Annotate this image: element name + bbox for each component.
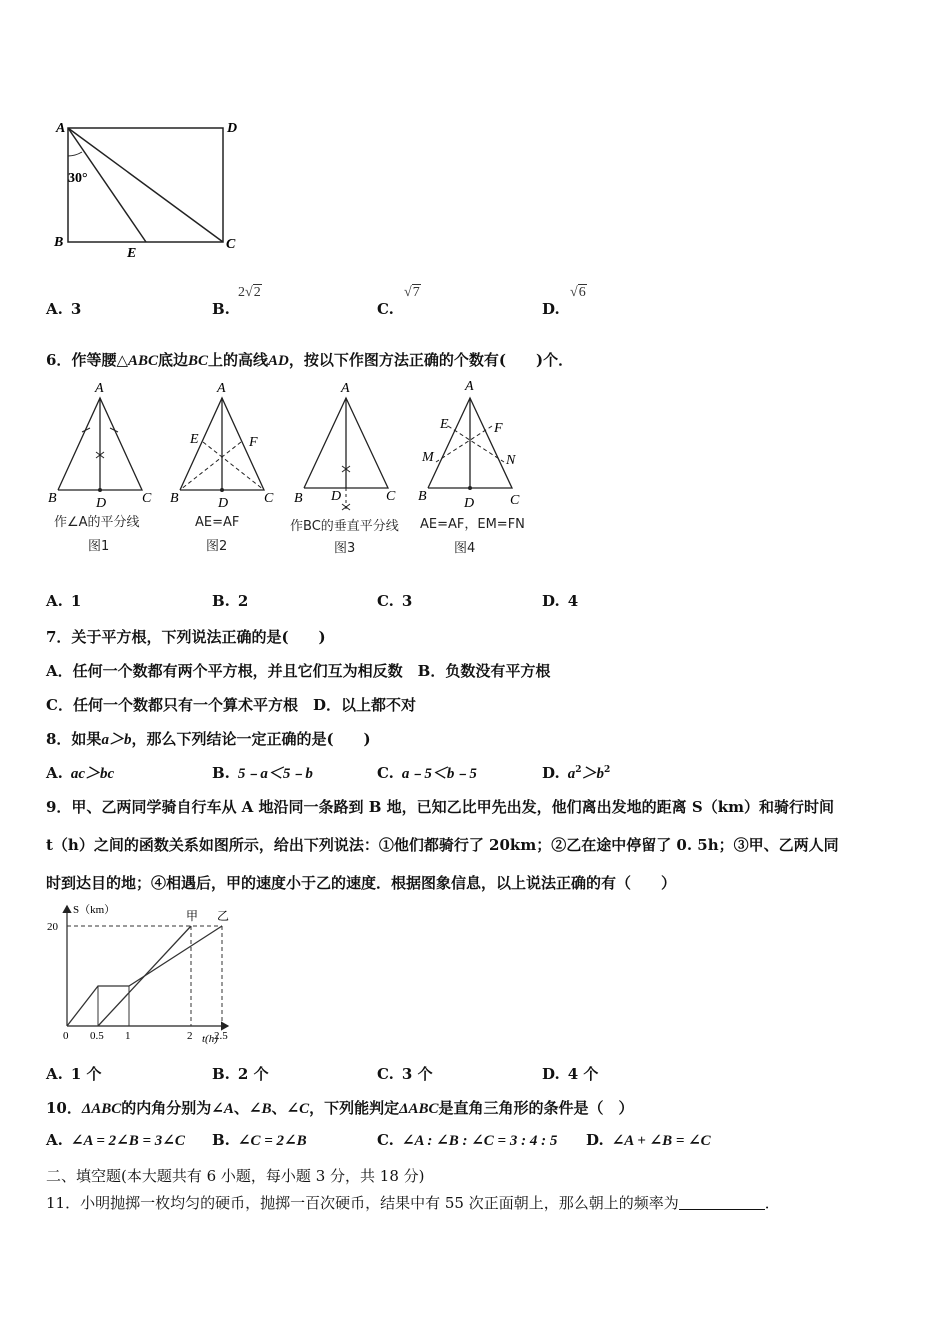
figure-4 bbox=[418, 379, 525, 556]
q9-option-d[interactable] bbox=[542, 1063, 598, 1084]
option-value: 3 个 bbox=[401, 1065, 433, 1083]
radicand: 6 bbox=[578, 285, 586, 300]
fig1-label-d: D bbox=[96, 496, 107, 511]
fig2-title: 图2 bbox=[206, 539, 228, 554]
q5-option-c[interactable] bbox=[377, 300, 394, 318]
q9-distance-time-chart bbox=[40, 898, 240, 1050]
fig2-label-b: B bbox=[170, 491, 179, 506]
fig4-label-f: F bbox=[494, 421, 503, 436]
option-value: 3 bbox=[401, 592, 413, 610]
series-label: 甲 bbox=[186, 909, 199, 923]
q6-ad: AD bbox=[268, 353, 289, 369]
q8-option-b[interactable] bbox=[212, 762, 313, 783]
y-axis-label: S（km） bbox=[73, 904, 116, 916]
q7-stem: 7．关于平方根，下列说法正确的是( ) bbox=[46, 628, 326, 646]
option-letter: A. bbox=[46, 592, 63, 610]
section-heading-fill-in: 二、填空题(本大题共有 6 小题，每小题 3 分，共 18 分) bbox=[46, 1167, 425, 1185]
option-value: 2 个 bbox=[237, 1065, 269, 1083]
x-tick-label: 0 bbox=[63, 1030, 69, 1042]
q10-text: 的内角分别为∠ bbox=[121, 1099, 224, 1117]
q6-bc: BC bbox=[188, 353, 209, 369]
option-letter: B. bbox=[212, 1065, 230, 1083]
q9-option-a[interactable] bbox=[46, 1063, 102, 1084]
q10-option-a[interactable] bbox=[46, 1131, 185, 1150]
q6-text: 作等腰△ bbox=[71, 351, 128, 369]
q6-figures bbox=[40, 372, 550, 564]
q11-answer-blank[interactable] bbox=[679, 1195, 765, 1210]
q5-option-c-radical: √7 bbox=[404, 285, 420, 300]
figure-1 bbox=[48, 381, 152, 554]
q10-text: 、∠ bbox=[233, 1099, 262, 1117]
fig3-caption: 作BC的垂直平分线 bbox=[290, 519, 399, 534]
q5-option-d-radical: √6 bbox=[570, 285, 586, 300]
option-letter: C. bbox=[377, 1065, 394, 1083]
q9-stem-line-3: 时到达目的地；④相遇后，甲的速度小于乙的速度．根据图象信息，以上说法正确的有（ ） bbox=[46, 874, 677, 892]
option-letter: B. bbox=[212, 764, 230, 782]
q10-text: 、∠ bbox=[271, 1099, 300, 1117]
superscript: 2 bbox=[575, 765, 582, 775]
option-value: 5﹣a＜5﹣b bbox=[237, 766, 313, 782]
q9-option-b[interactable] bbox=[212, 1063, 269, 1084]
radicand: 2 bbox=[253, 285, 261, 300]
x-axis-label: t(h) bbox=[202, 1033, 218, 1045]
option-value: 1 bbox=[70, 592, 82, 610]
q10-triangle: ΔABC bbox=[399, 1101, 439, 1117]
option-letter: A. bbox=[46, 300, 63, 318]
option-letter: B. bbox=[212, 1131, 230, 1149]
q11-end: ． bbox=[764, 1194, 780, 1212]
q9-option-c[interactable] bbox=[377, 1063, 433, 1084]
x-tick-label: 0.5 bbox=[90, 1030, 104, 1042]
q10-text: 是直角三角形的条件是（ ） bbox=[438, 1099, 634, 1117]
q6-number: 6． bbox=[46, 351, 72, 369]
q5-option-a[interactable] bbox=[46, 300, 81, 318]
q8-stem bbox=[46, 728, 371, 749]
fig4-title: 图4 bbox=[454, 541, 476, 556]
option-letter: C. bbox=[377, 300, 394, 318]
option-letter: B. bbox=[212, 592, 230, 610]
fig3-label-d: D bbox=[331, 489, 342, 504]
q10-text: ，下列能判定 bbox=[309, 1099, 400, 1117]
q10-angle-b: B bbox=[261, 1101, 272, 1117]
fig1-caption: 作∠A的平分线 bbox=[54, 515, 140, 530]
q6-option-b[interactable] bbox=[212, 592, 248, 610]
option-value: 4 个 bbox=[567, 1065, 599, 1083]
fig2-label-e: E bbox=[190, 432, 199, 447]
q9-stem-line-1: 9．甲、乙两同学骑自行车从 A 地沿同一条路到 B 地，已知乙比甲先出发，他们离出发地的距离 S（km）和骑行时间 bbox=[46, 798, 834, 816]
fig4-label-b: B bbox=[418, 489, 427, 504]
option-letter: A. bbox=[46, 764, 63, 782]
series-label: 乙 bbox=[217, 909, 230, 923]
q10-stem bbox=[46, 1097, 634, 1118]
q8-option-a[interactable] bbox=[46, 762, 114, 783]
q6-text: 上的高线 bbox=[208, 351, 269, 369]
q10-triangle: ΔABC bbox=[81, 1101, 122, 1117]
fig2-label-d: D bbox=[218, 496, 229, 511]
option-letter: A. bbox=[46, 1065, 63, 1083]
fig4-label-c: C bbox=[510, 493, 520, 508]
q5-option-b[interactable] bbox=[212, 300, 230, 318]
q6-text: 底边 bbox=[158, 351, 189, 369]
q10-angle-c: C bbox=[299, 1101, 310, 1117]
q5-rectangle-figure bbox=[46, 112, 256, 262]
fig4-label-a: A bbox=[465, 379, 474, 394]
option-value: ∠A : ∠B : ∠C = 3 : 4 : 5 bbox=[401, 1133, 558, 1149]
option-letter: D. bbox=[542, 1065, 560, 1083]
option-value: a﹣5＜b﹣5 bbox=[401, 766, 477, 782]
y-tick-label: 20 bbox=[47, 921, 58, 933]
fig3-label-a: A bbox=[341, 381, 350, 396]
q6-stem bbox=[46, 349, 573, 370]
fig2-label-f: F bbox=[249, 435, 258, 450]
q11-stem bbox=[46, 1192, 780, 1213]
q10-text: 10． bbox=[46, 1099, 82, 1117]
q5-option-b-radical: 2√2 bbox=[238, 285, 261, 300]
option-value: a bbox=[567, 766, 576, 782]
fig3-title: 图3 bbox=[334, 541, 356, 556]
diagonal-ac bbox=[68, 128, 223, 242]
label-e: E bbox=[127, 246, 137, 261]
q7-options-line-1[interactable]: A．任何一个数都有两个平方根，并且它们互为相反数 B．负数没有平方根 bbox=[46, 662, 551, 680]
option-value: ∠C = 2∠B bbox=[237, 1133, 307, 1149]
figure-2 bbox=[170, 381, 274, 554]
option-letter: A. bbox=[46, 1131, 63, 1149]
fig2-label-a: A bbox=[217, 381, 226, 396]
fig3-label-b: B bbox=[294, 491, 303, 506]
fig1-label-c: C bbox=[142, 491, 152, 506]
figure-3 bbox=[290, 381, 399, 556]
fig2-label-c: C bbox=[264, 491, 274, 506]
q8-text: 8．如果 bbox=[46, 730, 102, 748]
angle-arc bbox=[68, 152, 82, 156]
series-line-2 bbox=[67, 926, 222, 1026]
option-value: 2 bbox=[237, 592, 249, 610]
option-value: 4 bbox=[567, 592, 579, 610]
fig4-label-e: E bbox=[440, 417, 449, 432]
q10-option-c[interactable] bbox=[377, 1131, 557, 1150]
x-tick-label: 2.5 bbox=[214, 1030, 228, 1042]
option-value: 3 bbox=[70, 300, 82, 318]
q11-text: 11．小明抛掷一枚均匀的硬币，抛掷一百次硬币，结果中有 55 次正面朝上，那么朝上的频率为 bbox=[46, 1194, 679, 1212]
q8-text: ，那么下列结论一定正确的是( ) bbox=[131, 730, 371, 748]
q10-option-d[interactable] bbox=[586, 1131, 711, 1150]
q8-condition: a＞b bbox=[101, 732, 132, 748]
fig1-label-a: A bbox=[95, 381, 104, 396]
radical-coef: 2 bbox=[238, 285, 245, 300]
label-b: B bbox=[54, 235, 64, 250]
fig1-label-b: B bbox=[48, 491, 57, 506]
q6-text: ，按以下作图方法正确的个数有( )个． bbox=[288, 351, 574, 369]
option-value: ac＞bc bbox=[70, 766, 115, 782]
x-tick-label: 2 bbox=[187, 1030, 193, 1042]
fig2-caption: AE=AF bbox=[195, 515, 240, 530]
fig3-label-c: C bbox=[386, 489, 396, 504]
q6-option-d[interactable] bbox=[542, 592, 578, 610]
option-value-tail: ＞b bbox=[581, 766, 604, 782]
fig4-caption: AE=AF，EM=FN bbox=[420, 517, 525, 532]
option-value: 1 个 bbox=[70, 1065, 102, 1083]
q9-stem-line-2: t（h）之间的函数关系如图所示，给出下列说法：①他们都骑行了 20km；②乙在途中停留了 0. 5h；③甲、乙两人同 bbox=[46, 836, 839, 854]
q8-option-c[interactable] bbox=[377, 762, 477, 783]
option-letter: C. bbox=[377, 1131, 394, 1149]
option-letter: D. bbox=[586, 1131, 604, 1149]
fig4-label-m: M bbox=[422, 450, 434, 465]
option-letter: D. bbox=[542, 300, 560, 318]
label-a: A bbox=[56, 121, 66, 136]
option-letter: D. bbox=[542, 592, 560, 610]
label-angle-30: 30° bbox=[68, 171, 88, 186]
radicand: 7 bbox=[412, 285, 420, 300]
q6-abc: ABC bbox=[127, 353, 158, 369]
option-value: ∠A = 2∠B = 3∠C bbox=[70, 1133, 185, 1149]
q10-angle-a: A bbox=[223, 1101, 234, 1117]
option-letter: B. bbox=[212, 300, 230, 318]
label-d: D bbox=[227, 121, 238, 136]
q7-options-line-2[interactable]: C．任何一个数都只有一个算术平方根 D．以上都不对 bbox=[46, 696, 416, 714]
q8-option-d[interactable] bbox=[542, 762, 610, 783]
x-tick-label: 1 bbox=[125, 1030, 131, 1042]
fig1-title: 图1 bbox=[88, 539, 110, 554]
fig4-label-d: D bbox=[464, 496, 475, 511]
q6-option-a[interactable] bbox=[46, 592, 81, 610]
label-c: C bbox=[226, 237, 236, 252]
fig4-label-n: N bbox=[506, 453, 516, 468]
option-letter: C. bbox=[377, 592, 394, 610]
option-letter: D. bbox=[542, 764, 560, 782]
superscript: 2 bbox=[603, 765, 611, 775]
q5-option-d[interactable] bbox=[542, 300, 560, 318]
q10-option-b[interactable] bbox=[212, 1131, 307, 1150]
option-value: ∠A + ∠B = ∠C bbox=[611, 1133, 711, 1149]
q6-option-c[interactable] bbox=[377, 592, 412, 610]
option-letter: C. bbox=[377, 764, 394, 782]
